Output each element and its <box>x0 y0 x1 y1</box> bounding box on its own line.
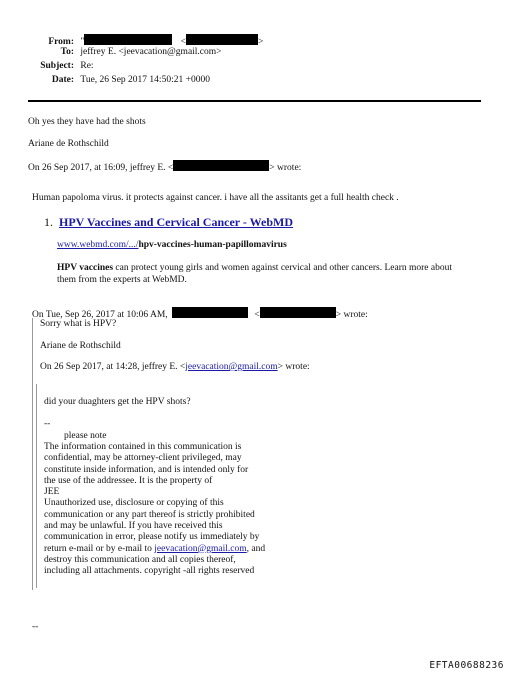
disclaimer-line: destroy this communication and all copies thereof, <box>44 554 236 565</box>
disclaimer-line: Unauthorized use, disclosure or copying of this <box>44 498 224 509</box>
subject-label: Subject: <box>40 61 74 71</box>
from-gt: > <box>258 37 264 47</box>
disclaimer-line: constitute inside information, and is intended only for <box>44 464 249 475</box>
search-result-desc-2: them from the experts at WebMD. <box>57 275 187 285</box>
bottom-dash: -- <box>32 622 39 632</box>
search-result-desc-1 <box>57 263 452 275</box>
disclaimer-block <box>44 442 265 578</box>
please-note: please note <box>64 431 107 441</box>
sorry-line: Sorry what is HPV? <box>40 319 117 329</box>
quote-bar-outer <box>32 318 33 590</box>
quote2-prefix: On Tue, Sep 26, 2017 at 10:06 AM, <box>32 310 168 320</box>
result-url-bold: hpv-vaccines-human-papillomavirus <box>138 240 287 250</box>
disclaimer-email-suffix: , and <box>246 543 266 554</box>
date-label: Date: <box>51 75 74 85</box>
result-url-link[interactable]: www.webmd.com/.../ <box>57 240 139 250</box>
result-desc-bold: HPV vaccines <box>57 263 114 273</box>
sig-dash: -- <box>44 419 51 429</box>
from-lt: < <box>180 37 186 47</box>
header-to-row <box>20 47 222 59</box>
disclaimer-line: confidential, may be attorney-client privileged, may <box>44 453 242 464</box>
to-label: To: <box>60 47 74 57</box>
quote-bar-inner <box>36 384 37 588</box>
quote1-prefix: On 26 Sep 2017, at 16:09, jeffrey E. < <box>28 163 174 173</box>
document-id: EFTA00688236 <box>429 660 504 671</box>
disclaimer-line: including all attachments. copyright -all rights reserved <box>44 566 255 577</box>
date-value: Tue, 26 Sep 2017 14:50:21 +0000 <box>80 75 210 85</box>
quote3-prefix: On 26 Sep 2017, at 14:28, jeffrey E. < <box>40 362 186 372</box>
subject-value: Re: <box>80 61 94 71</box>
header-subject-row <box>20 61 94 73</box>
header-date-row <box>20 75 210 87</box>
signature: Ariane de Rothschild <box>28 139 109 149</box>
disclaimer-line: communication or any part thereof is strictly prohibited <box>44 509 255 520</box>
disclaimer-email-link[interactable]: jeevacation@gmail.com <box>154 543 247 554</box>
disclaimer-line: the use of the addressee. It is the property of <box>44 475 213 486</box>
disclaimer-email-prefix: return e-mail or by e-mail to <box>44 543 155 554</box>
quote2-suffix: > wrote: <box>335 310 368 320</box>
reply-line: Oh yes they have had the shots <box>28 117 146 127</box>
redaction-name-2 <box>172 307 248 318</box>
quote-attribution-3 <box>40 362 310 374</box>
header-divider <box>28 100 481 102</box>
signature-2: Ariane de Rothschild <box>40 341 121 351</box>
result-number: 1. <box>44 215 53 229</box>
redaction-email-1 <box>173 160 269 171</box>
hpv-question: did your duaghters get the HPV shots? <box>44 397 191 407</box>
from-quote: " <box>80 37 85 47</box>
disclaimer-line: JEE <box>44 487 60 498</box>
to-value: jeffrey E. <jeevacation@gmail.com> <box>80 47 222 57</box>
quote3-email-link[interactable]: jeevacation@gmail.com <box>185 362 278 372</box>
quote1-suffix: > wrote: <box>269 163 302 173</box>
disclaimer-email-line <box>44 544 265 555</box>
redaction-from-name <box>84 34 172 45</box>
quote3-suffix: > wrote: <box>277 362 310 372</box>
redaction-from-email <box>186 34 258 45</box>
result-title-link[interactable]: HPV Vaccines and Cervical Cancer - WebMD <box>59 215 293 229</box>
redaction-email-2 <box>260 307 336 318</box>
disclaimer-line: communication in error, please notify us immediately by <box>44 532 260 543</box>
from-label: From: <box>48 37 74 47</box>
disclaimer-line: The information contained in this communication is <box>44 442 242 452</box>
disclaimer-line: and may be unlawful. If you have received this <box>44 521 223 532</box>
search-result-url <box>57 240 287 252</box>
quote-attribution-1 <box>28 160 301 175</box>
result-desc-text: can protect young girls and women against cervical and other cancers. Learn more about <box>113 263 452 273</box>
search-result-title-row <box>44 215 293 230</box>
quote2-lt: < <box>254 310 260 320</box>
hpv-explanation: Human papoloma virus. it protects against cancer. i have all the assitants get a full health check . <box>32 193 399 203</box>
